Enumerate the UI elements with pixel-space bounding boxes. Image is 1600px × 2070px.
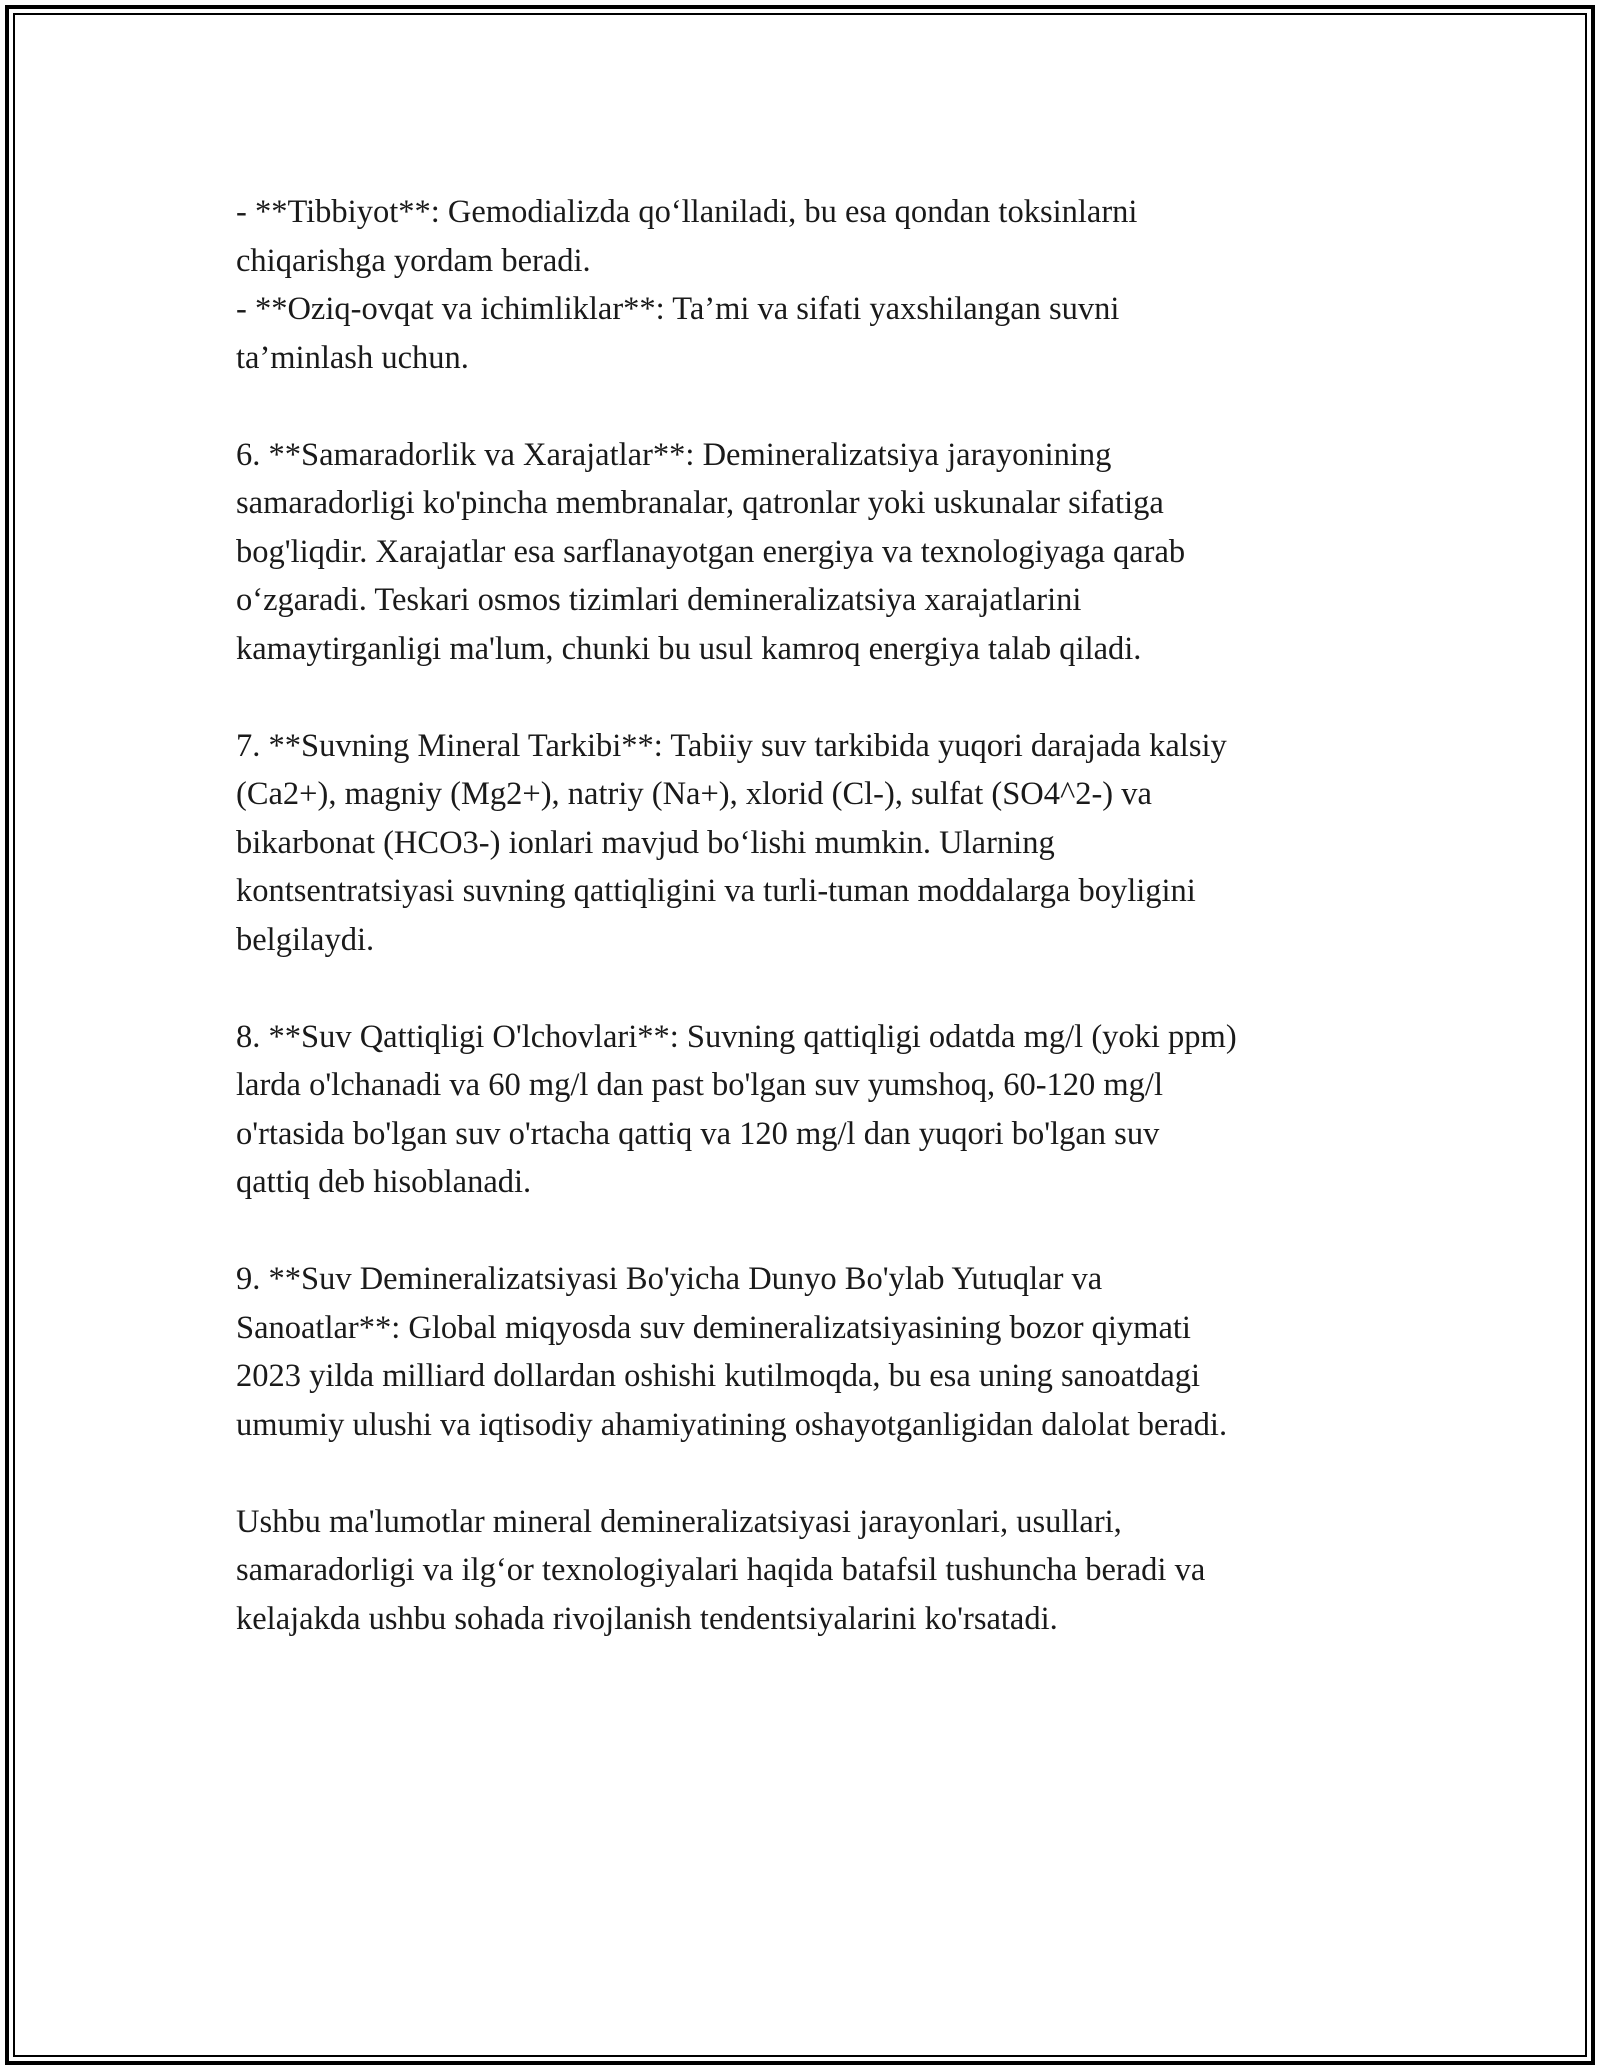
paragraph-9-yutuqlar: 9. **Suv Demineralizatsiyasi Bo'yicha Dunyo Bo'ylab Yutuqlar va Sanoatlar**: Global miqyosda suv demineralizatsiyasining bozor qiymati 2023 yilda milliard dollardan oshishi kutilmoqda, bu esa uning sanoatdagi umumiy ulushi va iqtisodiy ahamiyatining oshayotganligidan dalolat beradi. (236, 1261, 1228, 1443)
bullet-oziq-ovqat: - **Oziq-ovqat va ichimliklar**: Ta’mi va sifati yaxshilangan suvni ta’minlash uchun. (236, 291, 1120, 376)
bullet-tibbiyot: - **Tibbiyot**: Gemodializda qo‘llaniladi, bu esa qondan toksinlarni chiqarishga yordam beradi. (236, 194, 1138, 279)
paragraph-7-mineral-tarkibi: 7. **Suvning Mineral Tarkibi**: Tabiiy suv tarkibida yuqori darajada kalsiy (Ca2+), magniy (Mg2+), natriy (Na+), xlorid (Cl-), sulfat (SO4^2-) va bikarbonat (HCO3-) ionlari mavjud bo‘lishi mumkin. Ularning kontsentratsiyasi suvning qattiqligini va turli-tuman moddalarga boyligini belgilaydi. (236, 727, 1227, 958)
document-body (236, 188, 1396, 1692)
paragraph-6-samaradorlik: 6. **Samaradorlik va Xarajatlar**: Demineralizatsiya jarayonining samaradorligi ko'pincha membranalar, qatronlar yoki uskunalar sifatiga bog'liqdir. Xarajatlar esa sarflanayotgan energiya va texnologiyaga qarab o‘zgaradi. Teskari osmos tizimlari demineralizatsiya xarajatlarini kamaytirganligi ma'lum, chunki bu usul kamroq energiya talab qiladi. (236, 436, 1186, 667)
paragraph-8-qattiqlik: 8. **Suv Qattiqligi O'lchovlari**: Suvning qattiqligi odatda mg/l (yoki ppm) larda o'lchanadi va 60 mg/l dan past bo'lgan suv yumshoq, 60-120 mg/l o'rtasida bo'lgan suv o'rtacha qattiq va 120 mg/l dan yuqori bo'lgan suv qattiq deb hisoblanadi. (236, 1018, 1237, 1200)
paragraph-conclusion: Ushbu ma'lumotlar mineral demineralizatsiyasi jarayonlari, usullari, samaradorligi va ilg‘or texnologiyalari haqida batafsil tushuncha beradi va kelajakda ushbu sohada rivojlanish tendentsiyalarini ko'rsatadi. (236, 1503, 1206, 1637)
